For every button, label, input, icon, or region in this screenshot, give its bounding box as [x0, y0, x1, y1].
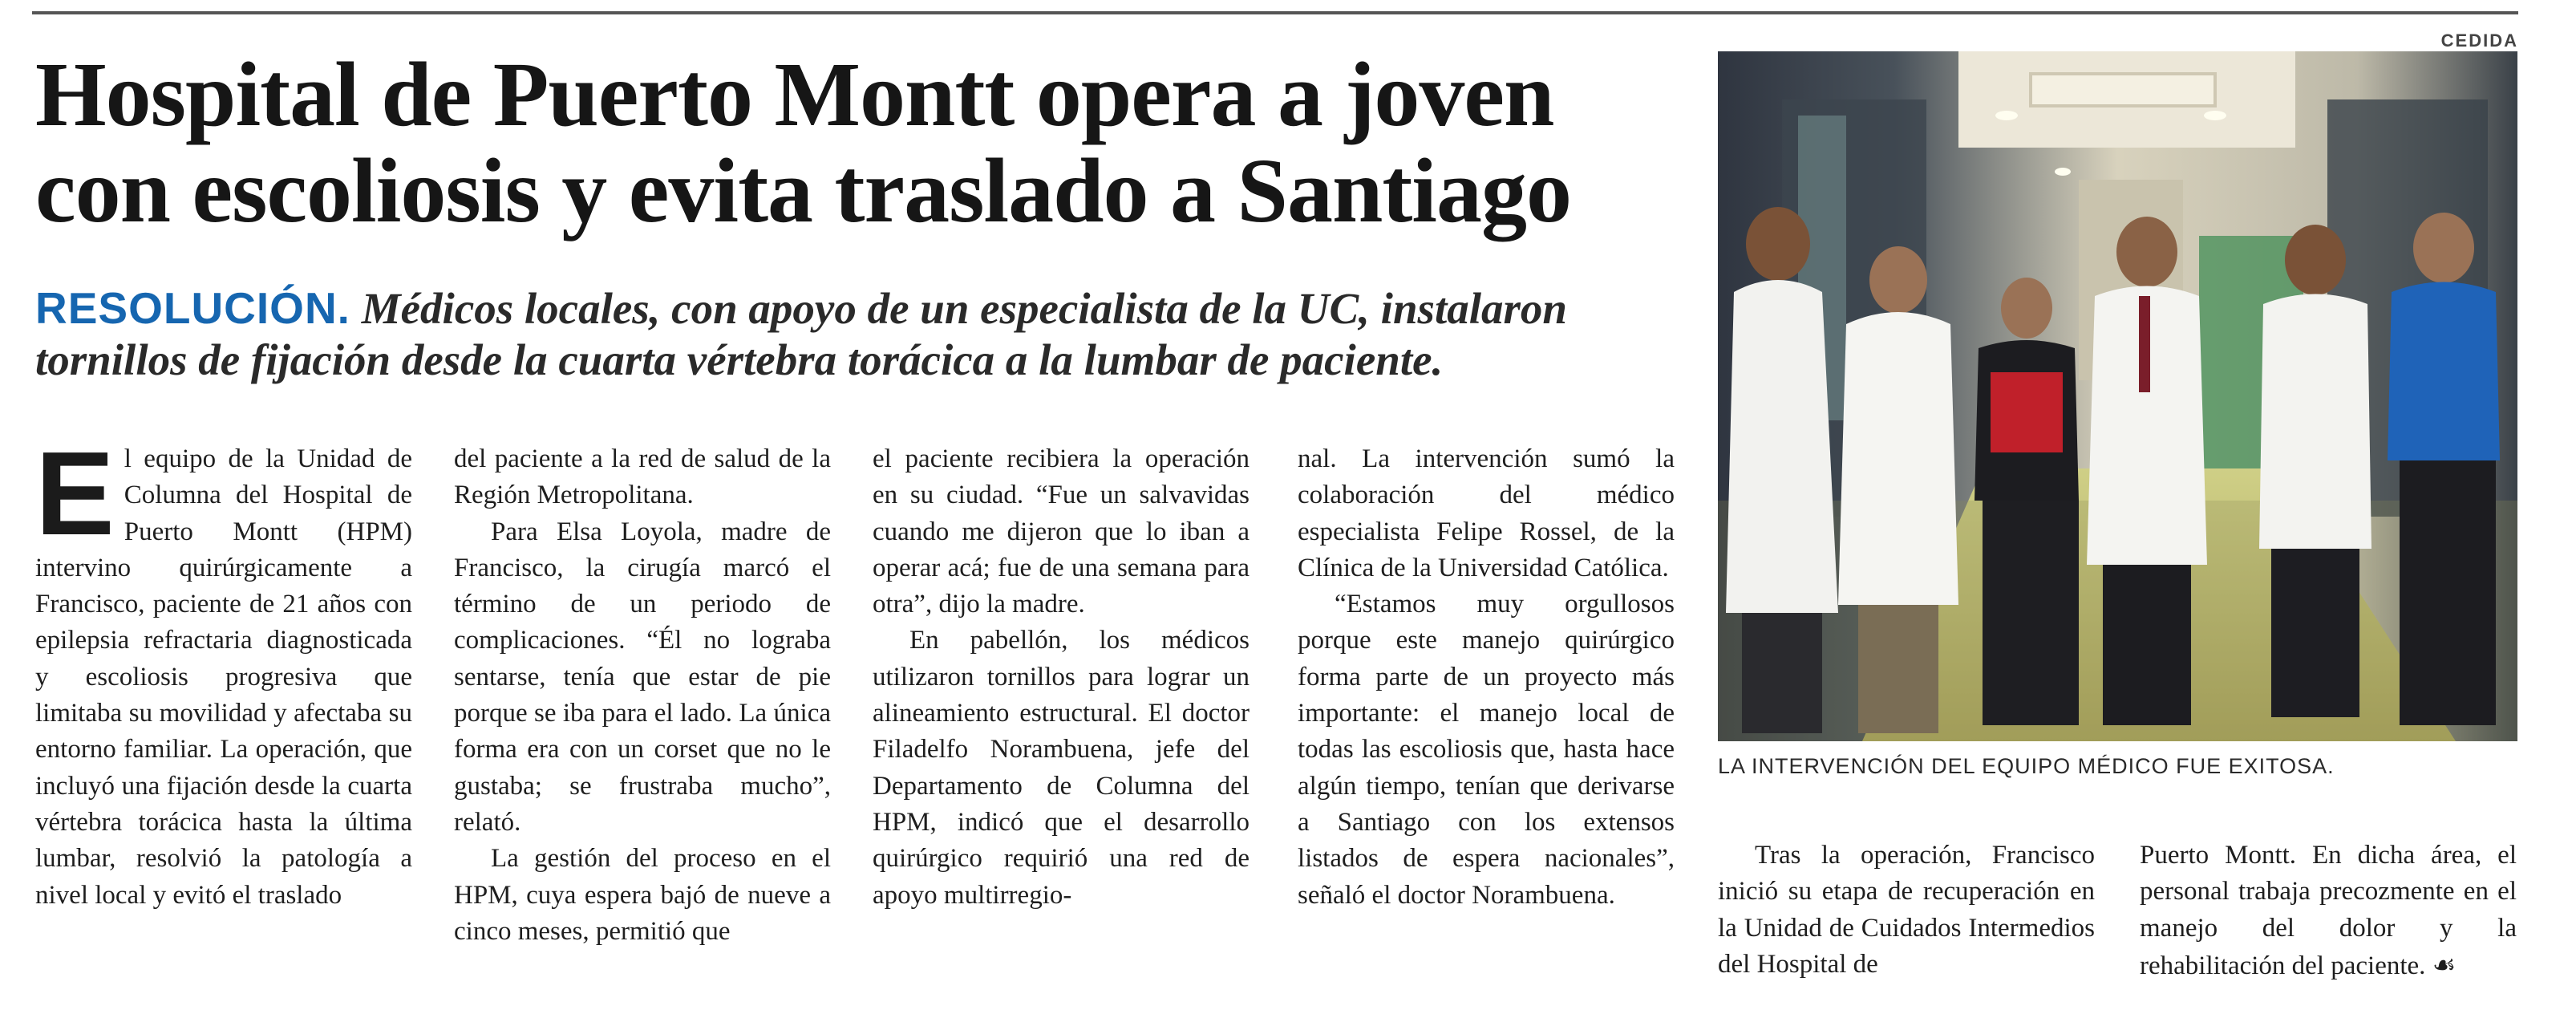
article-column-2	[454, 441, 831, 995]
headline	[35, 43, 1687, 241]
article-paragraph: “Estamos muy orgullosos porque este manejo quirúrgico forma parte de un proyecto más importante: el manejo local de todas las escoliosis que, hasta hace algún tiempo, tenían que derivarse a Santiago con los extensos listados de espera nacionales”, señaló el doctor Norambuena.	[1298, 590, 1675, 910]
end-mark-icon: ☙	[2432, 949, 2457, 980]
hospital-staff-illustration	[1718, 51, 2517, 741]
headline-line-2: con escoliosis y evita traslado a Santiago	[35, 140, 1571, 241]
article-column-6	[2140, 838, 2517, 998]
article-paragraph: Para Elsa Loyola, madre de Francisco, la cirugía marcó el término de un periodo de complicaciones. “Él no lograba sentarse, tenía que estar de pie porque se iba para el lado. La única forma era con un corset que no le gustaba; se frustraba mucho”, relató.	[454, 517, 831, 837]
article-paragraph: del paciente a la red de salud de la Región Metropolitana.	[454, 444, 831, 510]
paragraph-text: Puerto Montt. En dicha área, el personal trabaja precozmente en el manejo del dolor y la rehabilitación del paciente.	[2140, 841, 2517, 980]
article-column-4	[1298, 441, 1675, 995]
headline-line-1: Hospital de Puerto Montt opera a joven	[35, 43, 1554, 145]
drop-cap: E	[35, 441, 115, 560]
photo-credit: CEDIDA	[2440, 30, 2518, 51]
article-paragraph: nal. La intervención sumó la colaboración del médico especialista Felipe Rossel, de la Clínica de la Universidad Católica.	[1298, 444, 1675, 582]
article-paragraph: Tras la operación, Francisco inició su etapa de recuperación en la Unidad de Cuidados Intermedios del Hospital de	[1718, 841, 2095, 979]
paragraph-text: l equipo de la Unidad de Columna del Hospital de Puerto Montt (HPM) intervino quirúrgicamente a Francisco, paciente de 21 años con epilepsia refractaria diagnosticada y escoliosis progresiva que limitaba su movilidad y afectaba su entorno familiar. La operación, que incluyó una fijación desde la cuarta vértebra torácica hasta la última lumbar, resolvió la patología a nivel local y evitó el traslado	[35, 444, 412, 910]
photo-caption: LA INTERVENCIÓN DEL EQUIPO MÉDICO FUE EXITOSA.	[1718, 754, 2335, 778]
article-column-3	[873, 441, 1250, 995]
lead-text: Médicos locales, con apoyo de un especialista de la UC, instalaron tornillos de fijación desde la cuarta vértebra torácica a la lumbar de paciente.	[35, 284, 1568, 384]
article-paragraph	[35, 441, 412, 914]
top-rule	[32, 11, 2518, 14]
article-paragraph: La gestión del proceso en el HPM, cuya espera bajó de nueve a cinco meses, permitió que	[454, 844, 831, 946]
lead-kicker: RESOLUCIÓN.	[35, 283, 350, 333]
article-paragraph: En pabellón, los médicos utilizaron tornillos para lograr un alineamiento estructural. El doctor Filadelfo Norambuena, jefe del Departamento de Columna del HPM, indicó que el desarrollo quirúrgico requirió una red de apoyo multirregio-	[873, 626, 1250, 910]
lead-paragraph	[35, 282, 1671, 386]
article-paragraph: el paciente recibiera la operación en su ciudad. “Fue un salvavidas cuando me dijeron que lo iban a operar acá; fue de una semana para otra”, dijo la madre.	[873, 444, 1250, 619]
article-column-1	[35, 441, 412, 995]
article-photo	[1718, 51, 2517, 741]
article-paragraph	[2140, 838, 2517, 984]
article-column-5	[1718, 838, 2095, 998]
